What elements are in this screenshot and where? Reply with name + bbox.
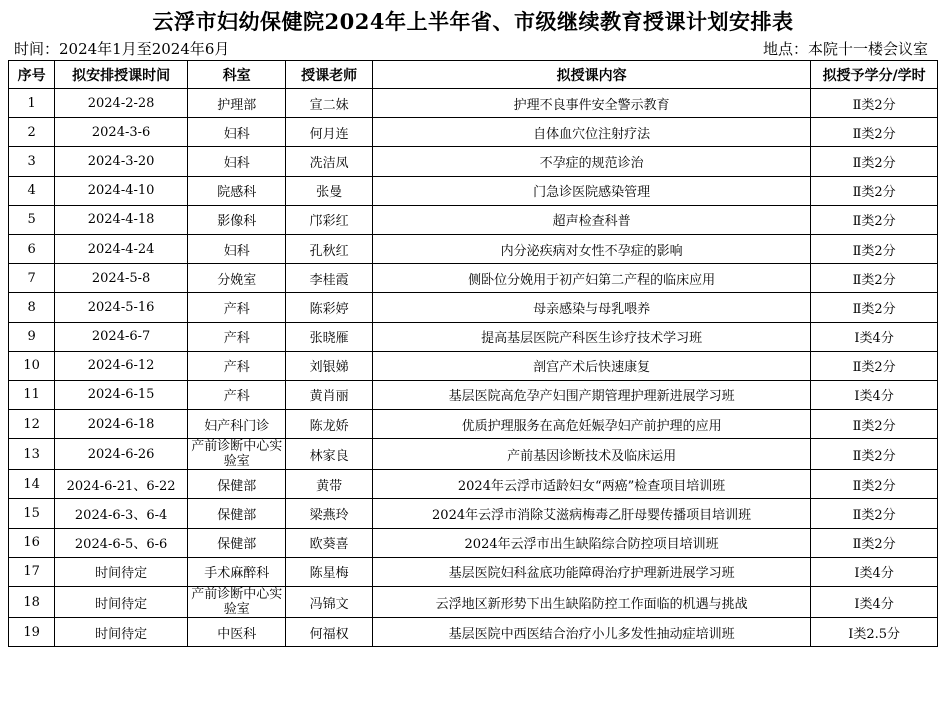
header-credit: 拟授予学分/学时 xyxy=(811,61,938,89)
cell-time: 2024-6-5、6-6 xyxy=(55,528,188,557)
cell-no: 1 xyxy=(9,89,55,118)
cell-time: 2024-6-18 xyxy=(55,410,188,439)
cell-credit: Ⅱ类2分 xyxy=(811,147,938,176)
table-row xyxy=(9,176,938,205)
cell-dept: 产科 xyxy=(187,293,286,322)
cell-no: 9 xyxy=(9,322,55,351)
cell-content: 2024年云浮市消除艾滋病梅毒乙肝母婴传播项目培训班 xyxy=(372,499,810,528)
cell-no: 2 xyxy=(9,118,55,147)
cell-credit: Ⅱ类2分 xyxy=(811,293,938,322)
cell-dept: 妇科 xyxy=(187,234,286,263)
cell-credit: Ⅱ类2分 xyxy=(811,528,938,557)
table-row xyxy=(9,618,938,647)
cell-no: 14 xyxy=(9,470,55,499)
cell-dept: 保健部 xyxy=(187,528,286,557)
cell-no: 3 xyxy=(9,147,55,176)
cell-dept: 院感科 xyxy=(187,176,286,205)
cell-no: 15 xyxy=(9,499,55,528)
table-row xyxy=(9,528,938,557)
cell-time: 2024-5-8 xyxy=(55,264,188,293)
cell-teacher: 张晓雁 xyxy=(286,322,372,351)
cell-time: 2024-6-7 xyxy=(55,322,188,351)
cell-teacher: 冼洁凤 xyxy=(286,147,372,176)
table-row xyxy=(9,439,938,470)
cell-time: 2024-6-21、6-22 xyxy=(55,470,188,499)
cell-credit: Ⅰ类4分 xyxy=(811,557,938,586)
cell-teacher: 李桂霞 xyxy=(286,264,372,293)
cell-time: 2024-4-10 xyxy=(55,176,188,205)
header-row xyxy=(9,61,938,89)
cell-credit: Ⅱ类2分 xyxy=(811,264,938,293)
document-title: 云浮市妇幼保健院2024年上半年省、市级继续教育授课计划安排表 xyxy=(152,9,794,34)
table-row xyxy=(9,499,938,528)
cell-content: 内分泌疾病对女性不孕症的影响 xyxy=(372,234,810,263)
cell-teacher: 何福权 xyxy=(286,618,372,647)
cell-no: 12 xyxy=(9,410,55,439)
cell-teacher: 陈彩婷 xyxy=(286,293,372,322)
cell-dept: 产科 xyxy=(187,380,286,409)
cell-content: 提高基层医院产科医生诊疗技术学习班 xyxy=(372,322,810,351)
cell-teacher: 陈星梅 xyxy=(286,557,372,586)
table-row xyxy=(9,234,938,263)
cell-time: 2024-4-24 xyxy=(55,234,188,263)
header-content: 拟授课内容 xyxy=(372,61,810,89)
cell-content: 母亲感染与母乳喂养 xyxy=(372,293,810,322)
time-range: 时间：2024年1月至2024年6月 xyxy=(14,40,230,58)
table-row xyxy=(9,293,938,322)
cell-teacher: 冯锦文 xyxy=(286,587,372,618)
cell-credit: Ⅱ类2分 xyxy=(811,176,938,205)
cell-content: 2024年云浮市适龄妇女“两癌”检查项目培训班 xyxy=(372,470,810,499)
cell-content: 自体血穴位注射疗法 xyxy=(372,118,810,147)
cell-dept: 影像科 xyxy=(187,205,286,234)
header-no: 序号 xyxy=(9,61,55,89)
cell-content: 不孕症的规范诊治 xyxy=(372,147,810,176)
table-row xyxy=(9,264,938,293)
cell-teacher: 欧葵喜 xyxy=(286,528,372,557)
cell-teacher: 刘银娣 xyxy=(286,351,372,380)
cell-credit: Ⅱ类2分 xyxy=(811,118,938,147)
cell-teacher: 黄肖丽 xyxy=(286,380,372,409)
cell-dept: 产前诊断中心实验室 xyxy=(187,587,286,618)
table-row xyxy=(9,89,938,118)
table-row xyxy=(9,410,938,439)
cell-dept: 妇科 xyxy=(187,118,286,147)
cell-no: 16 xyxy=(9,528,55,557)
cell-no: 8 xyxy=(9,293,55,322)
meta-line xyxy=(8,38,938,60)
cell-time: 2024-3-6 xyxy=(55,118,188,147)
cell-time: 2024-2-28 xyxy=(55,89,188,118)
cell-dept: 分娩室 xyxy=(187,264,286,293)
cell-teacher: 林家良 xyxy=(286,439,372,470)
table-row xyxy=(9,557,938,586)
cell-no: 10 xyxy=(9,351,55,380)
cell-content: 超声检查科普 xyxy=(372,205,810,234)
cell-time: 时间待定 xyxy=(55,557,188,586)
cell-content: 门急诊医院感染管理 xyxy=(372,176,810,205)
cell-time: 2024-6-12 xyxy=(55,351,188,380)
table-row xyxy=(9,147,938,176)
cell-no: 17 xyxy=(9,557,55,586)
cell-dept: 保健部 xyxy=(187,499,286,528)
cell-no: 4 xyxy=(9,176,55,205)
schedule-table xyxy=(8,60,938,647)
cell-teacher: 孔秋红 xyxy=(286,234,372,263)
cell-time: 时间待定 xyxy=(55,618,188,647)
cell-content: 剖宫产术后快速康复 xyxy=(372,351,810,380)
cell-credit: Ⅱ类2分 xyxy=(811,499,938,528)
cell-no: 7 xyxy=(9,264,55,293)
location: 地点：本院十一楼会议室 xyxy=(762,40,928,58)
cell-teacher: 陈龙娇 xyxy=(286,410,372,439)
cell-teacher: 黄带 xyxy=(286,470,372,499)
cell-credit: Ⅱ类2分 xyxy=(811,234,938,263)
cell-credit: Ⅱ类2分 xyxy=(811,89,938,118)
cell-time: 2024-3-20 xyxy=(55,147,188,176)
cell-time: 2024-6-26 xyxy=(55,439,188,470)
cell-content: 基层医院高危孕产妇围产期管理护理新进展学习班 xyxy=(372,380,810,409)
cell-time: 2024-5-16 xyxy=(55,293,188,322)
cell-content: 基层医院妇科盆底功能障碍治疗护理新进展学习班 xyxy=(372,557,810,586)
table-row xyxy=(9,470,938,499)
table-body xyxy=(9,89,938,647)
cell-content: 2024年云浮市出生缺陷综合防控项目培训班 xyxy=(372,528,810,557)
cell-teacher: 何月连 xyxy=(286,118,372,147)
cell-teacher: 邝彩红 xyxy=(286,205,372,234)
cell-credit: Ⅱ类2分 xyxy=(811,351,938,380)
cell-credit: Ⅰ类4分 xyxy=(811,380,938,409)
cell-credit: Ⅰ类4分 xyxy=(811,587,938,618)
cell-teacher: 梁燕玲 xyxy=(286,499,372,528)
cell-content: 云浮地区新形势下出生缺陷防控工作面临的机遇与挑战 xyxy=(372,587,810,618)
cell-dept: 保健部 xyxy=(187,470,286,499)
cell-content: 产前基因诊断技术及临床运用 xyxy=(372,439,810,470)
header-dept: 科室 xyxy=(187,61,286,89)
table-row xyxy=(9,322,938,351)
cell-content: 优质护理服务在高危妊娠孕妇产前护理的应用 xyxy=(372,410,810,439)
table-row xyxy=(9,205,938,234)
cell-content: 侧卧位分娩用于初产妇第二产程的临床应用 xyxy=(372,264,810,293)
header-teacher: 授课老师 xyxy=(286,61,372,89)
table-row xyxy=(9,351,938,380)
cell-content: 基层医院中西医结合治疗小儿多发性抽动症培训班 xyxy=(372,618,810,647)
cell-no: 18 xyxy=(9,587,55,618)
cell-no: 11 xyxy=(9,380,55,409)
cell-time: 2024-6-15 xyxy=(55,380,188,409)
cell-credit: Ⅰ类4分 xyxy=(811,322,938,351)
cell-no: 5 xyxy=(9,205,55,234)
cell-credit: Ⅱ类2分 xyxy=(811,470,938,499)
cell-dept: 产前诊断中心实验室 xyxy=(187,439,286,470)
cell-no: 6 xyxy=(9,234,55,263)
document-page xyxy=(8,6,938,647)
cell-dept: 产科 xyxy=(187,351,286,380)
cell-teacher: 张曼 xyxy=(286,176,372,205)
cell-dept: 手术麻醉科 xyxy=(187,557,286,586)
header-time: 拟安排授课时间 xyxy=(55,61,188,89)
cell-time: 2024-4-18 xyxy=(55,205,188,234)
cell-credit: Ⅱ类2分 xyxy=(811,439,938,470)
table-row xyxy=(9,587,938,618)
cell-no: 19 xyxy=(9,618,55,647)
cell-dept: 中医科 xyxy=(187,618,286,647)
cell-teacher: 宣二妹 xyxy=(286,89,372,118)
cell-dept: 产科 xyxy=(187,322,286,351)
cell-credit: Ⅱ类2分 xyxy=(811,410,938,439)
cell-time: 2024-6-3、6-4 xyxy=(55,499,188,528)
cell-dept: 妇科 xyxy=(187,147,286,176)
cell-time: 时间待定 xyxy=(55,587,188,618)
cell-no: 13 xyxy=(9,439,55,470)
cell-dept: 妇产科门诊 xyxy=(187,410,286,439)
cell-content: 护理不良事件安全警示教育 xyxy=(372,89,810,118)
cell-credit: Ⅰ类2.5分 xyxy=(811,618,938,647)
table-row xyxy=(9,380,938,409)
cell-dept: 护理部 xyxy=(187,89,286,118)
cell-credit: Ⅱ类2分 xyxy=(811,205,938,234)
table-row xyxy=(9,118,938,147)
